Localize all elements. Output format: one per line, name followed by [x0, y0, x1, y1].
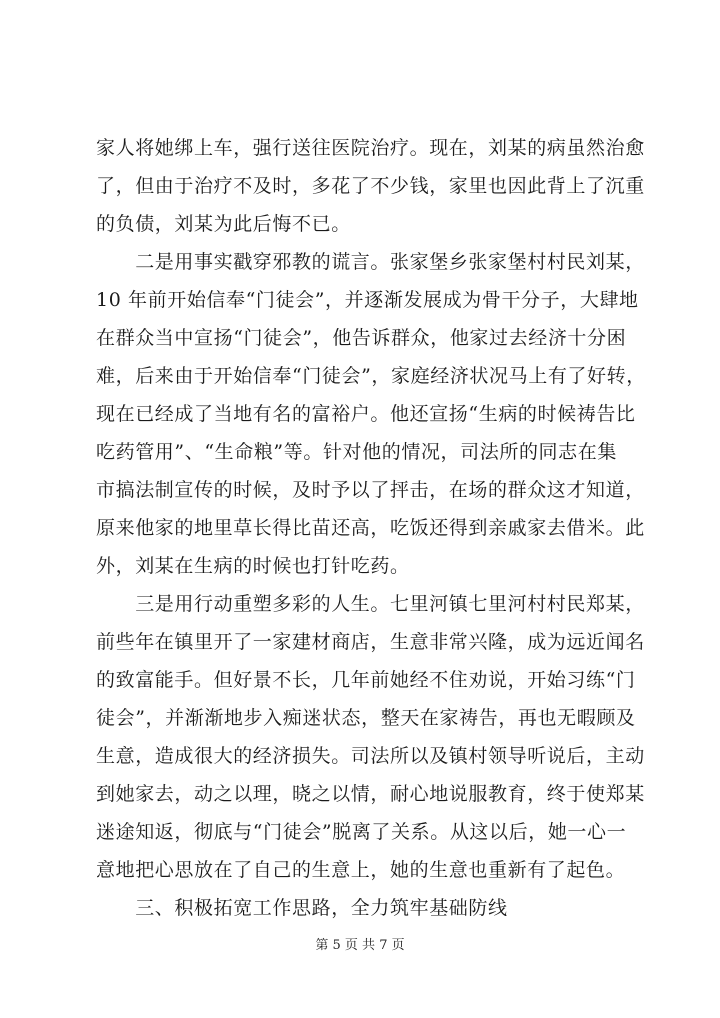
body-text-line: 现在已经成了当地有名的富裕户。他还宣扬“生病的时候祷告比 — [96, 403, 636, 425]
page-number-footer: 第 5 页 共 7 页 — [315, 938, 405, 953]
body-text-line: 原来他家的地里草长得比苗还高，吃饭还得到亲戚家去借米。此 — [96, 517, 645, 539]
body-text-line: 迷途知返，彻底与“门徒会”脱离了关系。从这以后，她一心一 — [96, 821, 627, 843]
body-text-line: 到她家去，动之以理，晓之以情，耐心地说服教育，终于使郑某 — [96, 783, 645, 805]
body-text-line: 10 年前开始信奉“门徒会”，并逐渐发展成为骨干分子，大肆地 — [96, 289, 639, 311]
body-text-line: 了，但由于治疗不及时，多花了不少钱，家里也因此背上了沉重 — [96, 175, 645, 197]
body-text-line: 前些年在镇里开了一家建材商店，生意非常兴隆，成为远近闻名 — [96, 631, 645, 653]
body-text-line: 二是用事实戳穿邪教的谎言。张家堡乡张家堡村村民刘某， — [96, 251, 645, 273]
body-text-line: 难，后来由于开始信奉“门徒会”，家庭经济状况马上有了好转， — [96, 365, 646, 387]
body-text-line: 徒会”，并渐渐地步入痴迷状态，整天在家祷告，再也无暇顾及 — [96, 707, 636, 729]
body-text-line: 吃药管用”、“生命粮”等。针对他的情况，司法所的同志在集 — [96, 441, 617, 463]
section-heading: 三、积极拓宽工作思路，全力筑牢基础防线 — [96, 897, 508, 919]
body-text-line: 三是用行动重塑多彩的人生。七里河镇七里河村村民郑某， — [96, 593, 645, 615]
body-text-line: 的负债，刘某为此后悔不已。 — [96, 213, 351, 235]
body-text-line: 市搞法制宣传的时候，及时予以了抨击，在场的群众这才知道， — [96, 479, 645, 501]
body-text-line: 外，刘某在生病的时候也打针吃药。 — [96, 555, 410, 577]
body-text-line: 家人将她绑上车，强行送往医院治疗。现在，刘某的病虽然治愈 — [96, 137, 645, 159]
body-text-line: 意地把心思放在了自己的生意上，她的生意也重新有了起色。 — [96, 859, 626, 881]
body-text-line: 在群众当中宣扬“门徒会”，他告诉群众，他家过去经济十分困 — [96, 327, 627, 349]
body-text-line: 生意，造成很大的经济损失。司法所以及镇村领导听说后，主动 — [96, 745, 645, 767]
body-text-line: 的致富能手。但好景不长，几年前她经不住劝说，开始习练“门 — [96, 669, 636, 691]
